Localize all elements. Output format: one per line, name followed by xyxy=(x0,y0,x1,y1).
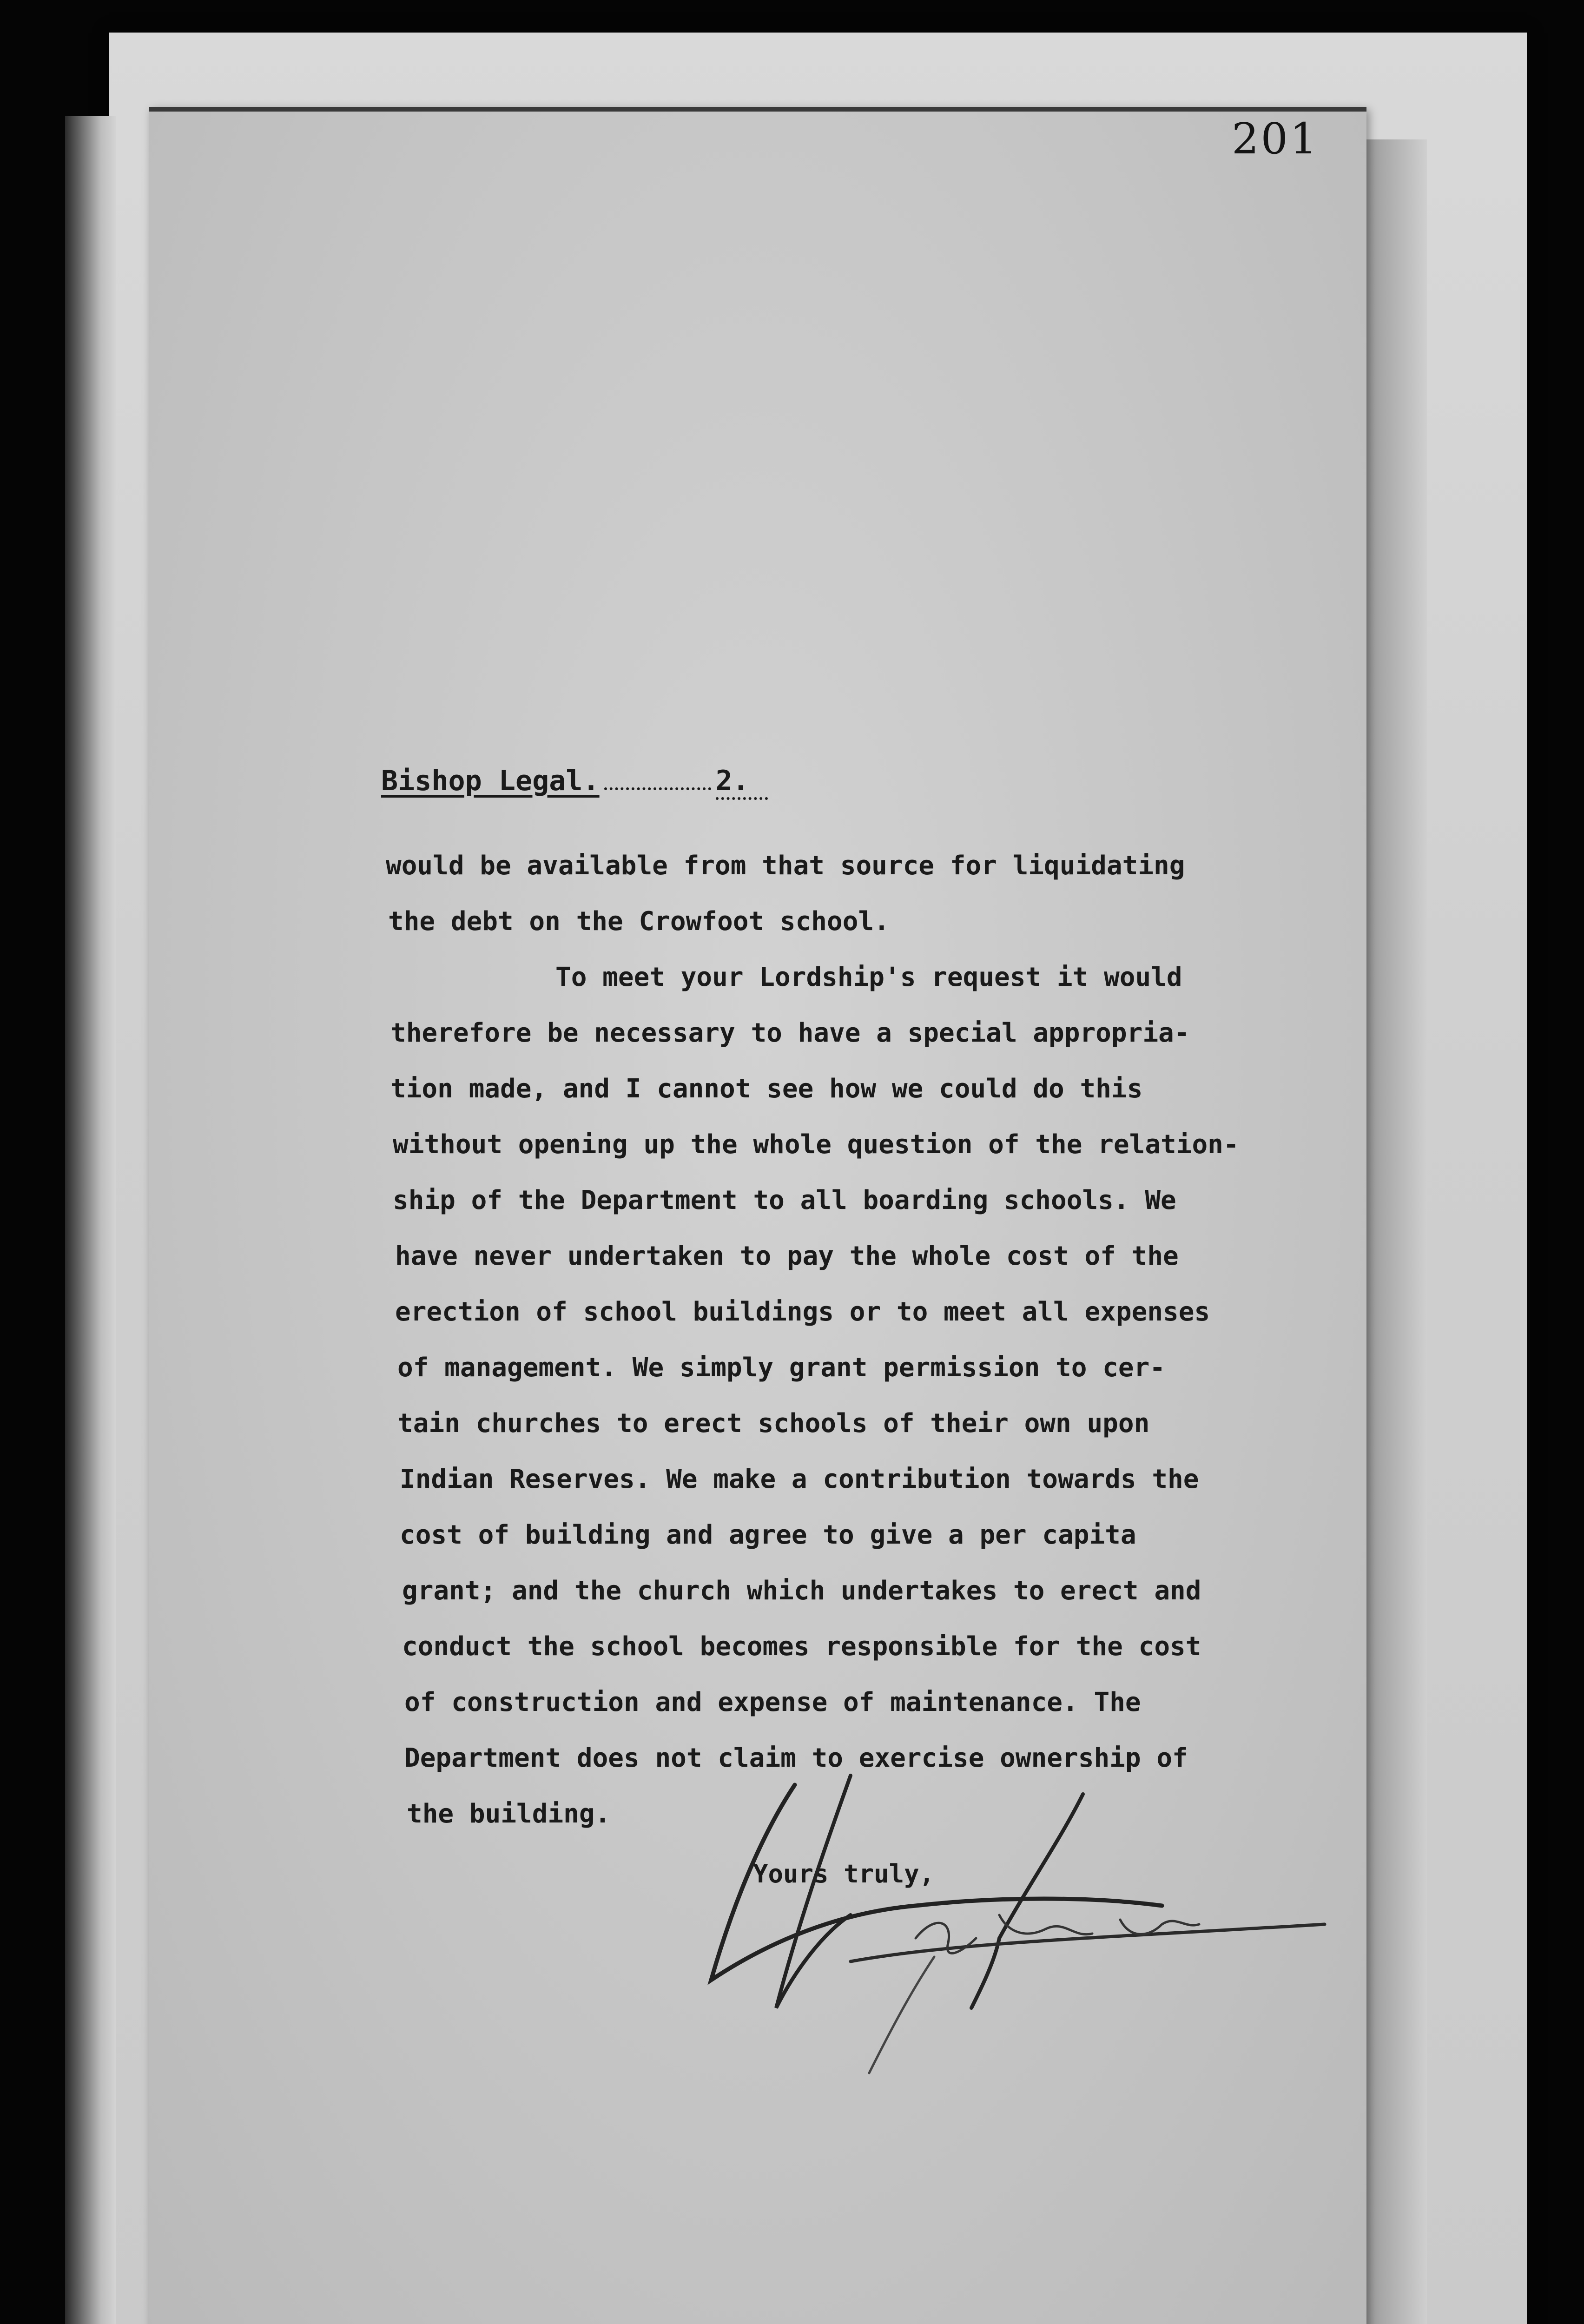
body-line: To meet your Lordship's request it would xyxy=(555,962,1182,992)
body-line: would be available from that source for liquidating xyxy=(386,851,1185,881)
body-line: conduct the school becomes responsible for the cost xyxy=(402,1631,1201,1662)
header-page-number: 2. xyxy=(716,765,768,800)
body-line: erection of school buildings or to meet all expenses xyxy=(395,1297,1210,1327)
body-line: of management. We simply grant permission to cer- xyxy=(397,1353,1166,1383)
body-line: therefore be necessary to have a special appropria- xyxy=(390,1018,1190,1048)
letter-header xyxy=(381,767,768,795)
body-line: the building. xyxy=(407,1799,611,1829)
page-left-edge xyxy=(65,116,116,2324)
closing-salutation: Yours truly, xyxy=(753,1859,935,1888)
body-line: cost of building and agree to give a per capita xyxy=(400,1520,1136,1550)
body-line: tion made, and I cannot see how we could do this xyxy=(390,1074,1143,1104)
signature xyxy=(674,1720,1371,2092)
body-line: Indian Reserves. We make a contribution towards the xyxy=(400,1464,1199,1494)
page-number: 201 xyxy=(1232,114,1319,164)
body-line: of construction and expense of maintenance. The xyxy=(404,1687,1141,1717)
body-line: tain churches to erect schools of their own upon xyxy=(397,1408,1150,1439)
body-line: ship of the Department to all boarding schools. We xyxy=(393,1185,1176,1215)
body-line: have never undertaken to pay the whole cost of the xyxy=(395,1241,1179,1271)
body-line: without opening up the whole question of the relation- xyxy=(393,1129,1239,1160)
header-addressee: Bishop Legal. xyxy=(381,765,600,797)
body-line: grant; and the church which undertakes to erect and xyxy=(402,1576,1201,1606)
header-dotted-rule xyxy=(604,783,711,790)
sheet-edge-shadow xyxy=(1366,139,1427,2324)
body-line: Department does not claim to exercise ownership of xyxy=(404,1743,1188,1773)
body-line: the debt on the Crowfoot school. xyxy=(388,906,890,937)
